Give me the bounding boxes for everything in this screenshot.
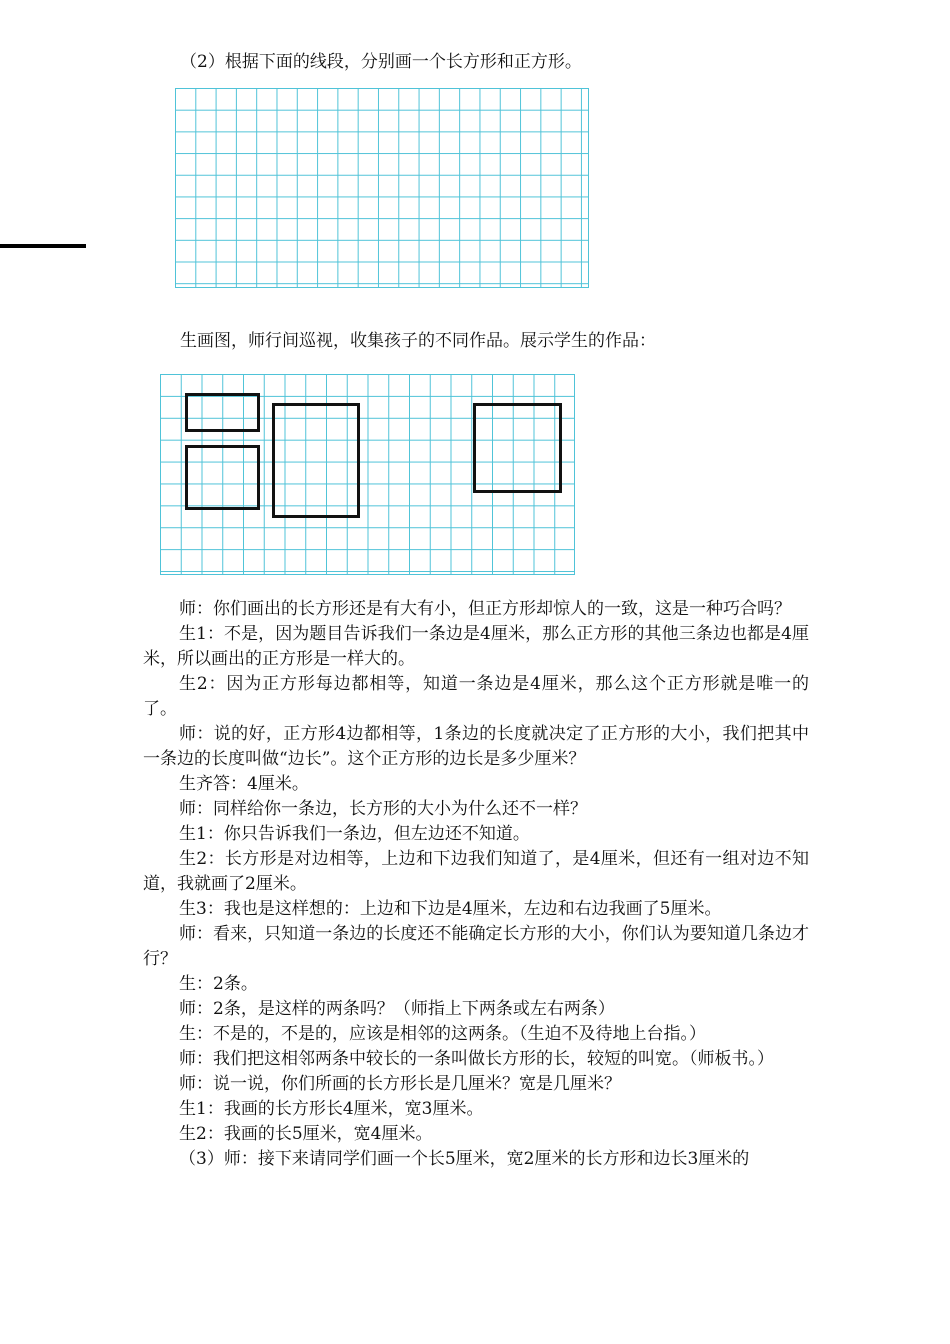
student-work-grid — [160, 374, 575, 575]
rectangle-4x2 — [185, 393, 260, 432]
dialogue-line: 生2：我画的长5厘米，宽4厘米。 — [179, 1124, 433, 1144]
dialogue-line: 师：说一说，你们所画的长方形长是几厘米？宽是几厘米？ — [179, 1074, 621, 1094]
rectangle-4x5 — [272, 403, 360, 518]
rectangle-4x3 — [185, 445, 260, 510]
dialogue-line: 生2：因为正方形每边都相等，知道一条边是4厘米，那么这个正方形就是唯一的了。 — [143, 674, 809, 719]
dialogue-line: 生齐答：4厘米。 — [179, 774, 309, 794]
dialogue-line: 生1：不是，因为题目告诉我们一条边是4厘米，那么正方形的其他三条边也都是4厘米，所以画出的正方形是一样大的。 — [143, 624, 809, 669]
dialogue-line: 师：同样给你一条边，长方形的大小为什么还不一样？ — [179, 799, 587, 819]
dialogue-line: 生：不是的，不是的，应该是相邻的这两条。（生迫不及待地上台指。） — [179, 1024, 706, 1044]
dialogue-line: 师：2条，是这样的两条吗？（师指上下两条或左右两条） — [179, 999, 615, 1019]
dialogue-block — [143, 597, 809, 1172]
section-heading: （2）根据下面的线段，分别画一个长方形和正方形。 — [180, 52, 582, 72]
dialogue-line: 生1：我画的长方形长4厘米，宽3厘米。 — [179, 1099, 484, 1119]
square-4x4 — [473, 403, 562, 493]
dialogue-line: 师：说的好，正方形4边都相等，1条边的长度就决定了正方形的大小，我们把其中一条边的长度叫做“边长”。这个正方形的边长是多少厘米？ — [143, 724, 809, 769]
dialogue-line: 师：看来，只知道一条边的长度还不能确定长方形的大小，你们认为要知道几条边才行？ — [143, 924, 809, 969]
margin-bar — [0, 244, 86, 248]
dialogue-line: 生：2条。 — [179, 974, 258, 994]
dialogue-line: 生3：我也是这样想的：上边和下边是4厘米，左边和右边我画了5厘米。 — [179, 899, 722, 919]
dialogue-line: 生1：你只告诉我们一条边，但左边还不知道。 — [179, 824, 530, 844]
dialogue-line: 师：你们画出的长方形还是有大有小，但正方形却惊人的一致，这是一种巧合吗？ — [179, 599, 791, 619]
dialogue-line: （3）师：接下来请同学们画一个长5厘米，宽2厘米的长方形和边长3厘米的 — [179, 1149, 750, 1169]
dialogue-line: 师：我们把这相邻两条中较长的一条叫做长方形的长，较短的叫宽。（师板书。） — [179, 1049, 774, 1069]
empty-grid-paper — [175, 88, 589, 288]
dialogue-line: 生2：长方形是对边相等，上边和下边我们知道了，是4厘米，但还有一组对边不知道，我就画了2厘米。 — [143, 849, 809, 894]
intro-paragraph: 生画图，师行间巡视，收集孩子的不同作品。展示学生的作品： — [180, 331, 656, 351]
